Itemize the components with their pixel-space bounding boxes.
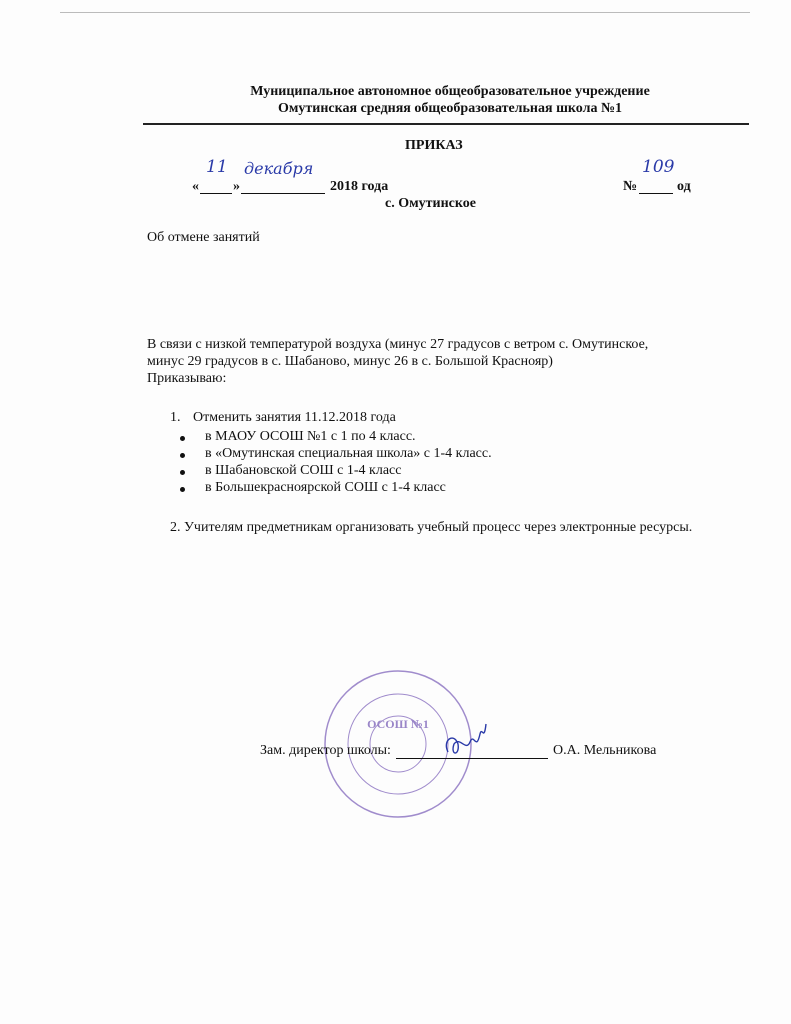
list-item: в Большекрасноярской СОШ с 1-4 класс xyxy=(205,480,446,495)
day-underline xyxy=(200,193,232,194)
paragraph-line-1: В связи с низкой температурой воздуха (минус 27 градусов с ветром с. Омутинское, xyxy=(147,337,649,352)
list-item: в «Омутинская специальная школа» с 1-4 класс. xyxy=(205,446,492,461)
number-suffix: од xyxy=(677,179,691,194)
quote-open: « xyxy=(192,179,199,194)
header-rule xyxy=(143,123,749,125)
org-line-1: Муниципальное автономное общеобразовательное учреждение xyxy=(250,84,650,99)
place: с. Омутинское xyxy=(385,196,476,211)
subject: Об отмене занятий xyxy=(147,230,260,245)
list-item: в Шабановской СОШ с 1-4 класс xyxy=(205,463,402,478)
paragraph-line-2: минус 29 градусов в с. Шабаново, минус 26 в с. Большой Краснояр) xyxy=(147,354,553,369)
item-1-number: 1. xyxy=(170,410,181,425)
bullet-icon xyxy=(180,470,185,475)
item-2: 2. Учителям предметникам организовать учебный процесс через электронные ресурсы. xyxy=(170,520,693,535)
org-line-2: Омутинская средняя общеобразовательная школа №1 xyxy=(277,101,623,116)
handwritten-day: 11 xyxy=(206,157,228,177)
signature-position: Зам. директор школы: xyxy=(260,743,391,758)
bullet-icon xyxy=(180,453,185,458)
handwritten-month: декабря xyxy=(244,159,314,178)
item-1-text: Отменить занятия 11.12.2018 года xyxy=(193,410,396,425)
date-year: 2018 года xyxy=(330,179,389,194)
scan-edge-line xyxy=(60,12,750,13)
handwritten-number: 109 xyxy=(642,157,675,177)
bullet-icon xyxy=(180,487,185,492)
doc-title: ПРИКАЗ xyxy=(405,138,463,153)
number-label: № xyxy=(623,179,638,194)
stamp-center-text: ОСОШ №1 xyxy=(367,717,429,731)
number-underline xyxy=(639,193,673,194)
bullet-icon xyxy=(180,436,185,441)
handwritten-signature xyxy=(440,722,490,767)
order-word: Приказываю: xyxy=(147,371,227,386)
list-item: в МАОУ ОСОШ №1 с 1 по 4 класс. xyxy=(205,429,416,444)
quote-close: » xyxy=(233,179,240,194)
signatory-name: О.А. Мельникова xyxy=(553,743,657,758)
month-underline xyxy=(241,193,325,194)
